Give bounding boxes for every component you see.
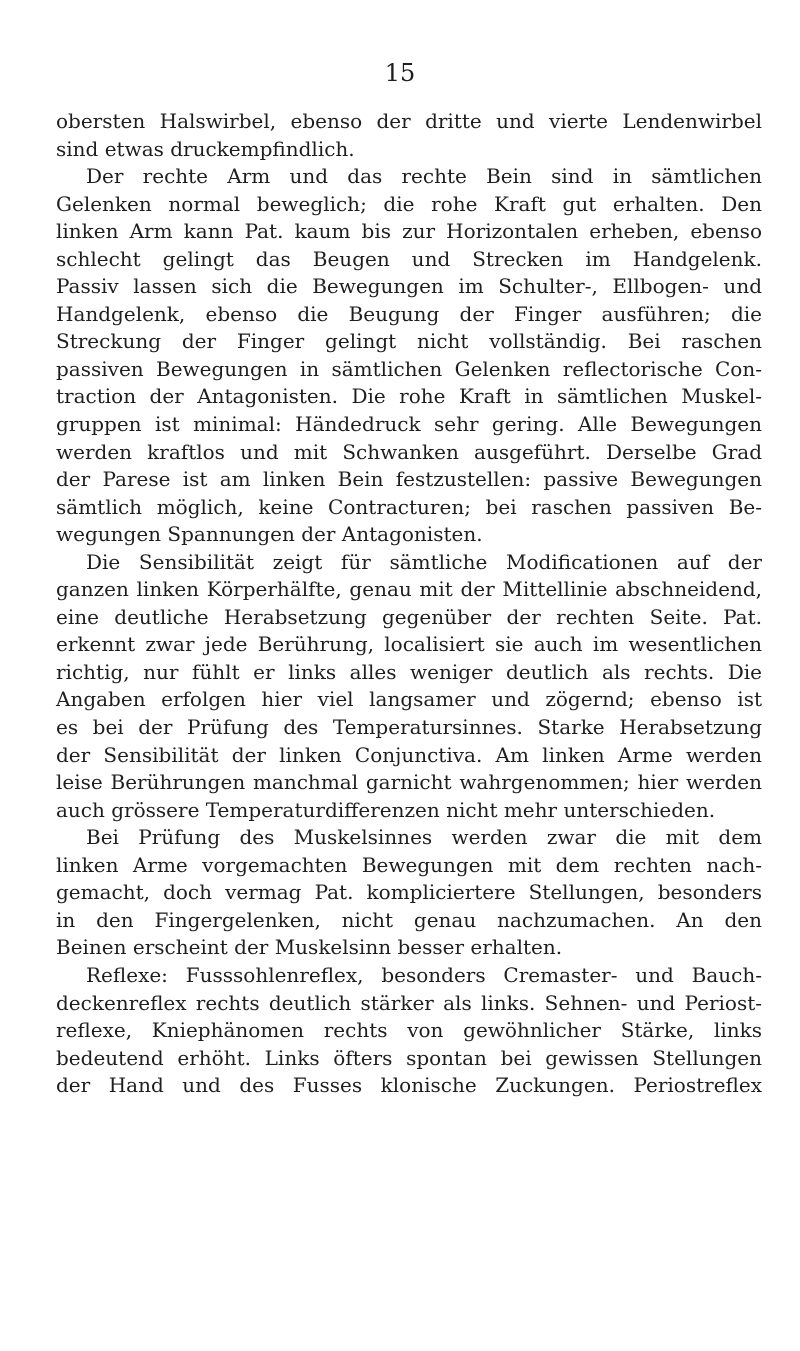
text-line: Gelenken normal beweglich; die rohe Kraft gut erhalten. Den [56, 191, 762, 216]
body-text [56, 108, 762, 1100]
text-line: linken Arm kann Pat. kaum bis zur Horizontalen erheben, ebenso [56, 219, 762, 244]
text-line: Beinen erscheint der Muskelsinn besser erhalten. [56, 935, 563, 960]
paragraph [56, 549, 762, 824]
text-line: traction der Antagonisten. Die rohe Kraft in sämtlichen Muskel- [56, 384, 762, 409]
text-line: Angaben erfolgen hier viel langsamer und zögernd; ebenso ist [56, 687, 762, 712]
text-line: erkennt zwar jede Berührung, localisiert sie auch im wesentlichen [56, 632, 762, 657]
text-line: auch grössere Temperaturdifferenzen nicht mehr unterschieden. [56, 797, 716, 822]
text-line: Passiv lassen sich die Bewegungen im Schulter-, Ellbogen- und [56, 274, 762, 299]
text-line: werden kraftlos und mit Schwanken ausgeführt. Derselbe Grad [56, 439, 762, 464]
text-line: Bei Prüfung des Muskelsinnes werden zwar die mit dem [86, 825, 762, 850]
paragraph [56, 163, 762, 549]
text-line: Der rechte Arm und das rechte Bein sind in sämtlichen [86, 164, 762, 189]
text-line: der Parese ist am linken Bein festzustellen: passive Bewegungen [56, 467, 762, 492]
text-line: Handgelenk, ebenso die Beugung der Finger ausführen; die [56, 301, 762, 326]
text-line: leise Berührungen manchmal garnicht wahrgenommen; hier werden [56, 770, 762, 795]
text-line: in den Fingergelenken, nicht genau nachzumachen. An den [56, 907, 762, 932]
paragraph [56, 824, 762, 962]
text-line: deckenreflex rechts deutlich stärker als links. Sehnen- und Periost- [56, 990, 762, 1015]
text-line: richtig, nur fühlt er links alles weniger deutlich als rechts. Die [56, 659, 762, 684]
text-line: sind etwas druckempfindlich. [56, 136, 355, 161]
page-number: 15 [384, 59, 416, 87]
text-line: sämtlich möglich, keine Contracturen; bei raschen passiven Be- [56, 494, 762, 519]
text-line: linken Arme vorgemachten Bewegungen mit dem rechten nach- [56, 852, 762, 877]
text-line: es bei der Prüfung des Temperatursinnes. Starke Herabsetzung [56, 715, 762, 740]
text-line: bedeutend erhöht. Links öfters spontan bei gewissen Stellungen [56, 1045, 762, 1070]
text-line: reflexe, Kniephänomen rechts von gewöhnlicher Stärke, links [56, 1018, 762, 1043]
paragraph [56, 108, 762, 163]
text-line: passiven Bewegungen in sämtlichen Gelenken reflectorische Con- [56, 356, 762, 381]
text-line: Streckung der Finger gelingt nicht vollständig. Bei raschen [56, 329, 762, 354]
text-line: der Sensibilität der linken Conjunctiva. Am linken Arme werden [56, 742, 762, 767]
text-line: wegungen Spannungen der Antagonisten. [56, 522, 483, 547]
text-line: obersten Halswirbel, ebenso der dritte und vierte Lendenwirbel [56, 109, 762, 133]
text-line: ganzen linken Körperhälfte, genau mit der Mittellinie abschneidend, [56, 577, 762, 602]
text-line: gruppen ist minimal: Händedruck sehr gering. Alle Bewegungen [56, 412, 762, 437]
text-line: Reflexe: Fusssohlenreflex, besonders Cremaster- und Bauch- [86, 962, 762, 987]
paragraph [56, 962, 762, 1100]
text-line: Die Sensibilität zeigt für sämtliche Modificationen auf der [86, 549, 762, 574]
text-line: schlecht gelingt das Beugen und Strecken im Handgelenk. [56, 246, 762, 271]
text-line: der Hand und des Fusses klonische Zuckungen. Periostreflex [56, 1073, 762, 1098]
text-line: gemacht, doch vermag Pat. kompliciertere Stellungen, besonders [56, 880, 762, 905]
text-line: eine deutliche Herabsetzung gegenüber der rechten Seite. Pat. [56, 604, 762, 629]
